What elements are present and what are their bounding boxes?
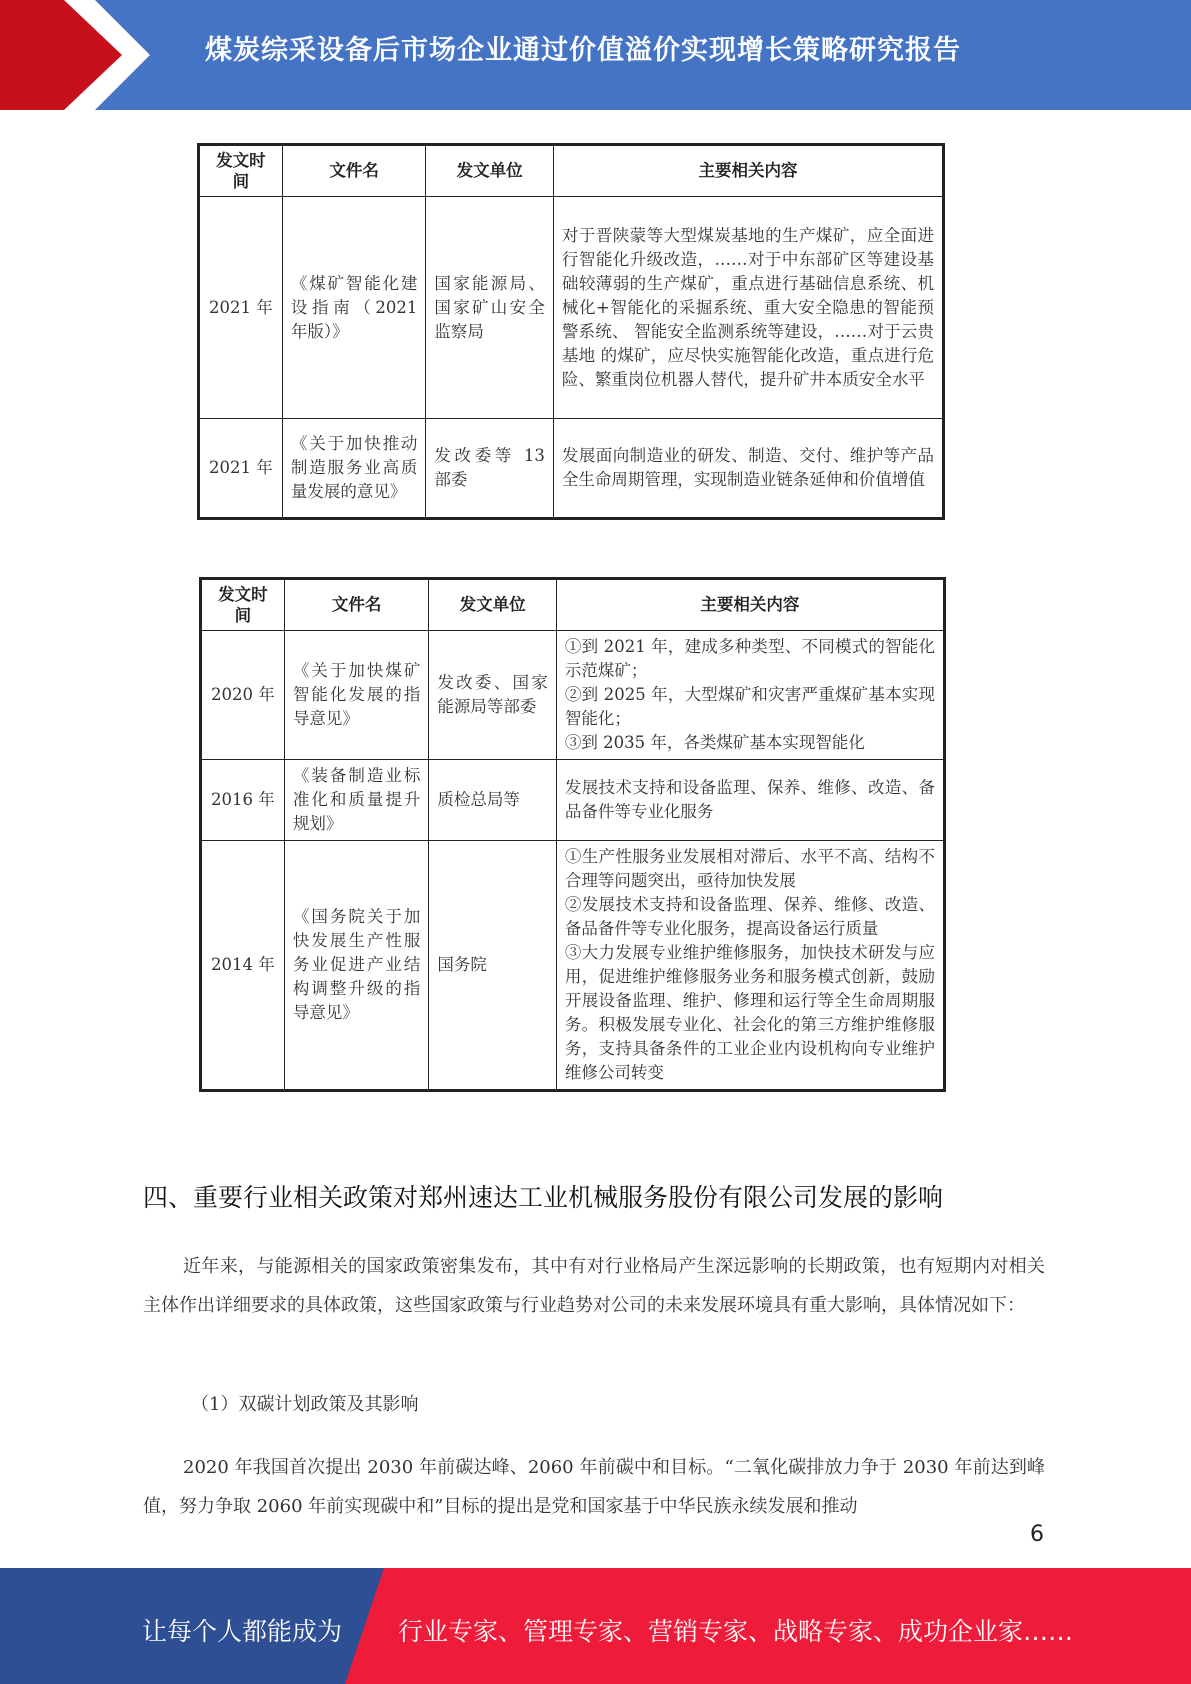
table-header-row [199, 145, 944, 197]
row-content [556, 760, 944, 841]
body-paragraph: 近年来，与能源相关的国家政策密集发布，其中有对行业格局产生深远影响的长期政策，也有短期内对相关主体作出详细要求的具体政策，这些国家政策与行业趋势对公司的未来发展环境具有重大影响，具体情况如下： [143, 1256, 1045, 1316]
col-header-content: 主要相关内容 [556, 579, 944, 631]
table-row [201, 760, 945, 841]
page-number: 6 [1030, 1522, 1044, 1547]
col-header-content: 主要相关内容 [553, 145, 943, 197]
row-content: 发展面向制造业的研发、制造、交付、维护等产品全生命周期管理，实现制造业链条延伸和价值增值 [553, 419, 943, 519]
content-item: 发展技术支持和设备监理、保养、维修、改造、备品备件等专业化服务 [564, 778, 935, 821]
col-header-filename: 文件名 [284, 579, 428, 631]
col-header-filename: 文件名 [282, 145, 426, 197]
body-paragraph: 2020 年我国首次提出 2030 年前碳达峰、2060 年前碳中和目标。“二氧化碳排放力争于 2030 年前达到峰值，努力争取 2060 年前实现碳中和”目标的提出是党和国家基于中华民族永续发展和推动 [143, 1457, 1045, 1517]
table-row [201, 631, 945, 760]
row-year: 2016 年 [201, 760, 285, 841]
col-header-issuer: 发文单位 [429, 579, 557, 631]
content-item: ①生产性服务业发展相对滞后、水平不高、结构不合理等问题突出，亟待加快发展 [564, 847, 935, 890]
row-issuer: 国家能源局、国家矿山安全监察局 [426, 197, 554, 419]
col-header-date: 发文时间 [201, 579, 285, 631]
row-year: 2020 年 [201, 631, 285, 760]
row-content: 对于晋陕蒙等大型煤炭基地的生产煤矿，应全面进行智能化升级改造，……对于中东部矿区等建设基础较薄弱的生产煤矿，重点进行基础信息系统、机械化+智能化的采掘系统、重大安全隐患的智能预警系统、 智能安全监测系统等建设，……对于云贵基地 的煤矿，应尽快实施智能化改造，重点进行危险、繁重岗位机器人替代，提升矿井本质安全水平 [553, 197, 943, 419]
subsection-heading: （1）双碳计划政策及其影响 [191, 1394, 419, 1415]
policy-table-1 [197, 143, 945, 520]
row-content [556, 631, 944, 760]
row-year: 2021 年 [199, 419, 283, 519]
row-issuer: 质检总局等 [429, 760, 557, 841]
page-header [0, 0, 1191, 110]
row-year: 2021 年 [199, 197, 283, 419]
row-content [556, 841, 944, 1091]
content-item: ①到 2021 年，建成多种类型、不同模式的智能化示范煤矿； [564, 637, 935, 680]
row-filename: 《关于加快推动制造服务业高质量发展的意见》 [282, 419, 426, 519]
table-row [201, 841, 945, 1091]
row-issuer: 国务院 [429, 841, 557, 1091]
footer-slogan-left: 让每个人都能成为 [142, 1617, 343, 1646]
content-item: ②到 2025 年，大型煤矿和灾害严重煤矿基本实现智能化； [564, 685, 935, 728]
content-item: ③到 2035 年，各类煤矿基本实现智能化 [564, 733, 865, 752]
col-header-date: 发文时间 [199, 145, 283, 197]
section-heading: 四、重要行业相关政策对郑州速达工业机械服务股份有限公司发展的影响 [143, 1183, 944, 1212]
row-filename: 《煤矿智能化建设指南（2021 年版）》 [282, 197, 426, 419]
row-filename: 《国务院关于加快发展生产性服务业促进产业结构调整升级的指导意见》 [284, 841, 428, 1091]
table-row [199, 197, 944, 419]
row-year: 2014 年 [201, 841, 285, 1091]
col-header-issuer: 发文单位 [426, 145, 554, 197]
row-issuer: 发改委等 13 部委 [426, 419, 554, 519]
policy-table-2 [199, 577, 946, 1092]
header-title: 煤炭综采设备后市场企业通过价值溢价实现增长策略研究报告 [205, 35, 961, 66]
table-row [199, 419, 944, 519]
row-filename: 《关于加快煤矿智能化发展的指导意见》 [284, 631, 428, 760]
content-item: ②发展技术支持和设备监理、保养、维修、改造、备品备件等专业化服务，提高设备运行质量 [564, 895, 935, 938]
row-filename: 《装备制造业标准化和质量提升规划》 [284, 760, 428, 841]
page-footer [0, 1568, 1191, 1684]
footer-slogan-right: 行业专家、管理专家、营销专家、战略专家、成功企业家…… [398, 1617, 1074, 1646]
row-issuer: 发改委、国家能源局等部委 [429, 631, 557, 760]
content-item: ③大力发展专业维护维修服务，加快技术研发与应用，促进维护维修服务业务和服务模式创新，鼓励开展设备监理、维护、修理和运行等全生命周期服务。积极发展专业化、社会化的第三方维护维修服务，支持具备条件的工业企业内设机构向专业维护维修公司转变 [564, 943, 935, 1082]
table-header-row [201, 579, 945, 631]
